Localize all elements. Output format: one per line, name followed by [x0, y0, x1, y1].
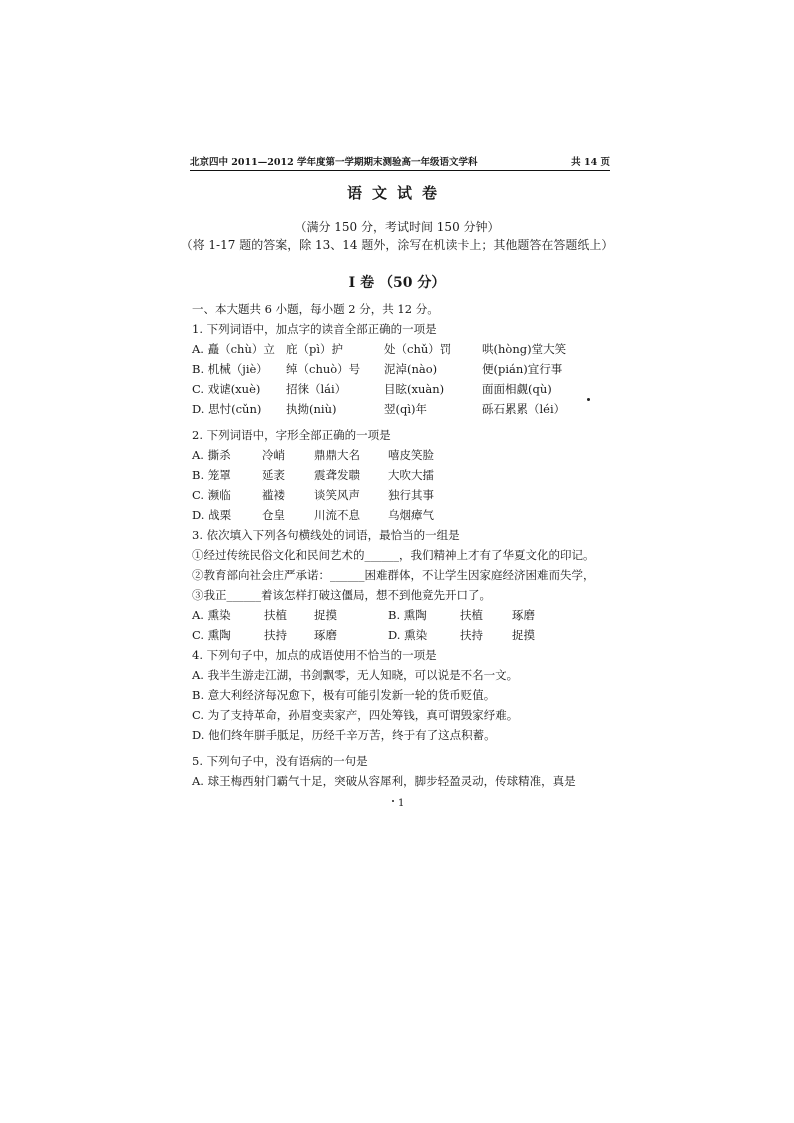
question-1-stem: 1. 下列词语中，加点字的读音全部正确的一项是: [192, 322, 437, 336]
option-item: 招徕（lái）: [286, 382, 347, 396]
option-item: D. 熏染: [388, 628, 428, 642]
option-item: A. 熏染: [192, 608, 231, 622]
question-2-stem: 2. 下列词语中，字形全部正确的一项是: [192, 428, 391, 442]
option-item: 哄(hòng)堂大笑: [482, 342, 567, 356]
header-page-count: 共 14 页: [571, 157, 610, 168]
option-item: A. 矗（chù）立: [192, 342, 275, 356]
question-4-stem: 4. 下列句子中，加点的成语使用不恰当的一项是: [192, 648, 437, 662]
option-item: 面面相觑(qù): [482, 382, 552, 396]
question-4-option-d: D. 他们终年胼手胝足，历经千辛万苦，终于有了这点积蓄。: [192, 728, 496, 742]
question-4-option-c: C. 为了支持革命，孙眉变卖家产，四处筹钱，真可谓毁家纾难。: [192, 708, 519, 722]
option-item: 冷峭: [262, 448, 285, 462]
option-item: 翌(qì)年: [384, 402, 428, 416]
option-item: 处（chǔ）罚: [384, 342, 452, 356]
option-item: 目眩(xuàn): [384, 382, 445, 396]
option-item: 褴褛: [262, 488, 285, 502]
page-header: [190, 150, 610, 168]
option-item: 仓皇: [262, 508, 285, 522]
option-item: 绰（chuò）号: [286, 362, 361, 376]
option-item: 捉摸: [512, 628, 535, 642]
exam-info-instructions: （将 1-17 题的答案，除 13、14 题外，涂写在机读卡上；其他题答在答题纸上）: [180, 238, 614, 252]
question-4-option-b: B. 意大利经济每况愈下，极有可能引发新一轮的货币贬值。: [192, 688, 496, 702]
question-3-sentence-3: ③我正______着该怎样打破这僵局，想不到他竟先开口了。: [192, 588, 491, 602]
option-item: 大吹大擂: [388, 468, 434, 482]
option-item: 鼎鼎大名: [314, 448, 360, 462]
exam-title: 语文试卷: [346, 184, 447, 202]
option-item: 川流不息: [314, 508, 360, 522]
option-item: A. 撕杀: [192, 448, 231, 462]
option-item: B. 机械（jiè）: [192, 362, 268, 376]
option-item: C. 戏谑(xuè): [192, 382, 261, 396]
option-item: 乌烟瘴气: [388, 508, 434, 522]
option-item: 谈笑风声: [314, 488, 360, 502]
scan-speck: [587, 398, 590, 401]
option-item: 扶持: [460, 628, 483, 642]
scan-speck: [392, 800, 394, 802]
question-3-sentence-2: ②教育部向社会庄严承诺：______困难群体，不让学生因家庭经济困难而失学，: [192, 568, 595, 582]
question-4-option-a: A. 我半生游走江湖，书剑飘零，无人知晓，可以说是不名一文。: [192, 668, 519, 682]
option-item: 捉摸: [314, 608, 337, 622]
option-item: 扶植: [460, 608, 483, 622]
header-divider: [190, 170, 610, 171]
option-item: C. 熏陶: [192, 628, 231, 642]
option-item: 独行其事: [388, 488, 434, 502]
option-item: 震聋发聩: [314, 468, 360, 482]
question-5-option-a: A. 球王梅西射门霸气十足，突破从容犀利，脚步轻盈灵动，传球精准，真是: [192, 774, 576, 788]
section-heading: I 卷 （50 分）: [348, 275, 446, 291]
option-item: 泥淖(nào): [384, 362, 438, 376]
question-3-stem: 3. 依次填入下列各句横线处的词语，最恰当的一组是: [192, 528, 460, 542]
option-item: 嘻皮笑脸: [388, 448, 434, 462]
option-item: B. 熏陶: [388, 608, 427, 622]
option-item: 扶持: [264, 628, 287, 642]
option-item: D. 战栗: [192, 508, 232, 522]
option-item: C. 濒临: [192, 488, 231, 502]
option-item: 延袤: [262, 468, 285, 482]
option-item: 砾石累累（léi）: [482, 402, 566, 416]
page-number: 1: [398, 798, 405, 809]
option-item: 琢磨: [314, 628, 337, 642]
option-item: D. 思忖(cǔn): [192, 402, 262, 416]
option-item: 扶植: [264, 608, 287, 622]
option-item: 便(pián)宜行事: [482, 362, 563, 376]
part-intro: 一、本大题共 6 小题，每小题 2 分，共 12 分。: [192, 302, 439, 316]
exam-info-score-time: （满分 150 分，考试时间 150 分钟）: [294, 220, 500, 234]
question-5-stem: 5. 下列句子中，没有语病的一句是: [192, 754, 368, 768]
option-item: 琢磨: [512, 608, 535, 622]
option-item: 执拗(niù): [286, 402, 337, 416]
header-school-title: 北京四中 2011—2012 学年度第一学期期末测验高一年级语文学科: [190, 157, 478, 168]
question-3-sentence-1: ①经过传统民俗文化和民间艺术的______，我们精神上才有了华夏文化的印记。: [192, 548, 595, 562]
option-item: 庇（pì）护: [286, 342, 344, 356]
option-item: B. 笼罩: [192, 468, 231, 482]
